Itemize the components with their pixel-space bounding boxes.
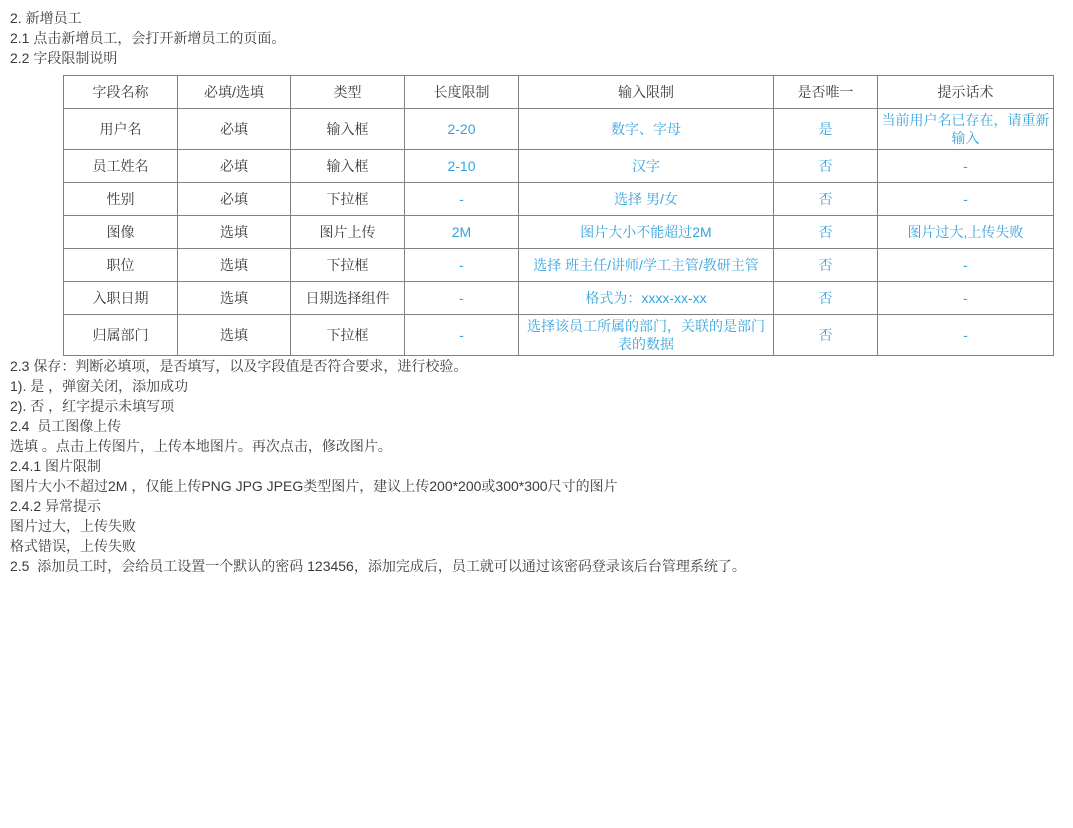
table-cell: 职位	[64, 249, 178, 282]
table-cell: 数字、字母	[519, 109, 774, 150]
table-cell: 选择该员工所属的部门，关联的是部门表的数据	[519, 315, 774, 356]
column-header: 类型	[291, 76, 405, 109]
table-row	[64, 150, 1054, 183]
table-cell: 图片上传	[291, 216, 405, 249]
section-2-2: 2.2 字段限制说明	[10, 50, 118, 66]
table-cell: -	[878, 150, 1054, 183]
table-cell: 否	[774, 150, 878, 183]
table-row	[64, 249, 1054, 282]
table-cell: -	[878, 249, 1054, 282]
column-header: 输入限制	[519, 76, 774, 109]
table-cell: 选择 班主任/讲师/学工主管/教研主管	[519, 249, 774, 282]
table-cell: 日期选择组件	[291, 282, 405, 315]
table-cell: -	[878, 282, 1054, 315]
table-cell: 下拉框	[291, 249, 405, 282]
table-row	[64, 315, 1054, 356]
table-cell: 下拉框	[291, 315, 405, 356]
column-header: 字段名称	[64, 76, 178, 109]
table-cell: 是	[774, 109, 878, 150]
table-cell: 选填	[178, 216, 291, 249]
table-cell: 性别	[64, 183, 178, 216]
section-2-4-desc: 选填 。点击上传图片，上传本地图片。再次点击，修改图片。	[10, 438, 392, 454]
table-row	[64, 183, 1054, 216]
table-cell: 否	[774, 315, 878, 356]
table-cell: 图片大小不能超过2M	[519, 216, 774, 249]
table-cell: 选填	[178, 315, 291, 356]
section-2-4-2-item-1: 图片过大，上传失败	[10, 518, 136, 534]
table-cell: 否	[774, 216, 878, 249]
table-cell: 用户名	[64, 109, 178, 150]
section-2-3: 2.3 保存：判断必填项，是否填写，以及字段值是否符合要求，进行校验。	[10, 358, 468, 374]
column-header: 是否唯一	[774, 76, 878, 109]
section-2-5: 2.5 添加员工时，会给员工设置一个默认的密码 123456，添加完成后，员工就可以通过该密码登录该后台管理系统了。	[10, 558, 746, 574]
section-2-3-item-1: 1). 是 ，弹窗关闭，添加成功	[10, 378, 189, 394]
field-table-body	[64, 109, 1054, 356]
table-cell: -	[405, 249, 519, 282]
table-cell: 必填	[178, 183, 291, 216]
page-title: 2. 新增员工	[10, 10, 82, 26]
table-cell: 选填	[178, 282, 291, 315]
section-2-4-2: 2.4.2 异常提示	[10, 498, 102, 514]
table-cell: 选择 男/女	[519, 183, 774, 216]
table-cell: 必填	[178, 109, 291, 150]
table-cell: 图片过大,上传失败	[878, 216, 1054, 249]
table-cell: 格式为：xxxx-xx-xx	[519, 282, 774, 315]
table-cell: 图像	[64, 216, 178, 249]
section-2-3-item-2: 2). 否 ，红字提示未填写项	[10, 398, 175, 414]
section-2-4: 2.4 员工图像上传	[10, 418, 122, 434]
table-cell: 否	[774, 249, 878, 282]
table-cell: 输入框	[291, 109, 405, 150]
table-cell: 2-10	[405, 150, 519, 183]
table-header-row	[64, 76, 1054, 109]
table-cell: 2M	[405, 216, 519, 249]
table-row	[64, 282, 1054, 315]
column-header: 长度限制	[405, 76, 519, 109]
table-cell: 否	[774, 183, 878, 216]
table-cell: -	[878, 315, 1054, 356]
table-cell: -	[878, 183, 1054, 216]
table-row	[64, 109, 1054, 150]
table-cell: 员工姓名	[64, 150, 178, 183]
table-cell: 输入框	[291, 150, 405, 183]
table-cell: 必填	[178, 150, 291, 183]
section-2-1: 2.1 点击新增员工，会打开新增员工的页面。	[10, 30, 286, 46]
table-cell: 选填	[178, 249, 291, 282]
table-cell: 当前用户名已存在，请重新输入	[878, 109, 1054, 150]
section-2-4-1-desc: 图片大小不超过2M ，仅能上传PNG JPG JPEG类型图片，建议上传200*200或300*300尺寸的图片	[10, 478, 618, 494]
section-2-4-1: 2.4.1 图片限制	[10, 458, 102, 474]
column-header: 必填/选填	[178, 76, 291, 109]
table-cell: 入职日期	[64, 282, 178, 315]
table-cell: 否	[774, 282, 878, 315]
table-cell: 2-20	[405, 109, 519, 150]
table-cell: -	[405, 183, 519, 216]
table-cell: -	[405, 315, 519, 356]
table-cell: 下拉框	[291, 183, 405, 216]
table-row	[64, 216, 1054, 249]
column-header: 提示话术	[878, 76, 1054, 109]
table-cell: -	[405, 282, 519, 315]
table-cell: 汉字	[519, 150, 774, 183]
table-cell: 归属部门	[64, 315, 178, 356]
field-table	[63, 75, 1054, 356]
section-2-4-2-item-2: 格式错误，上传失败	[10, 538, 136, 554]
